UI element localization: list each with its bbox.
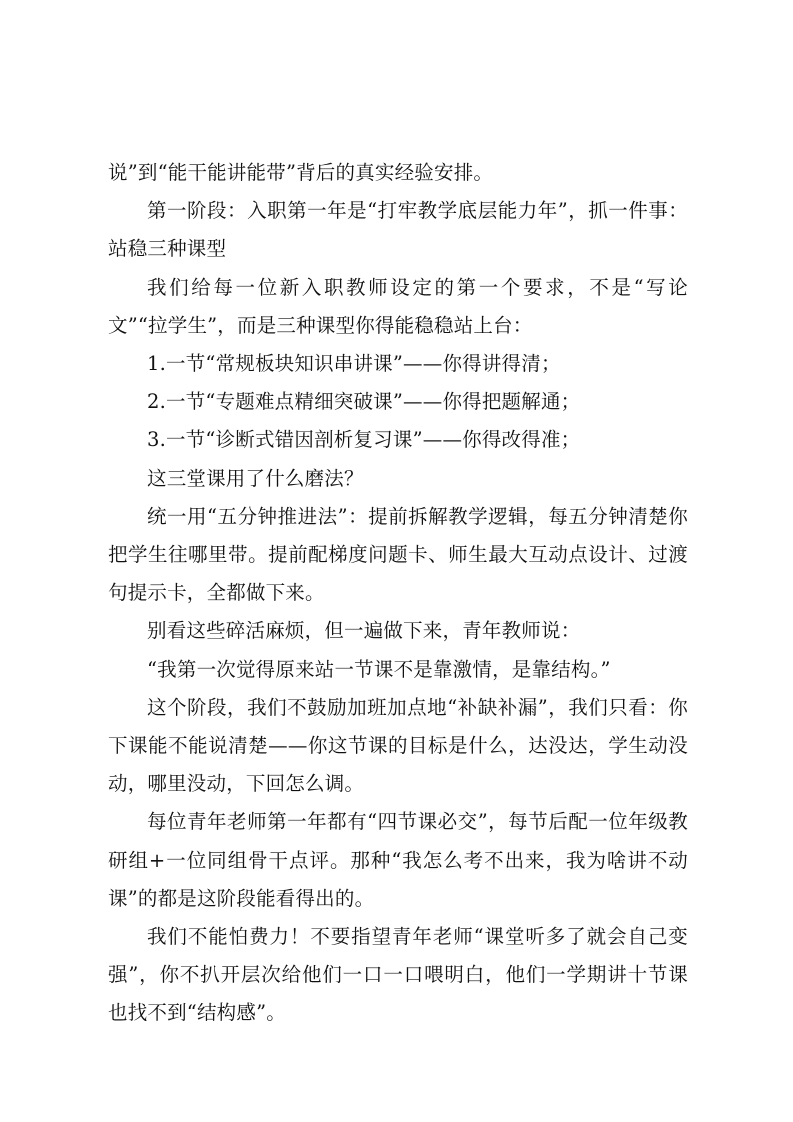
paragraph-five-minute-method: 统一用“五分钟推进法”：提前拆解教学逻辑，每五分钟清楚你把学生往哪里带。提前配梯度问题卡、师生最大互动点设计、过渡句提示卡，全都做下来。 — [108, 504, 688, 605]
paragraph-this-stage: 这个阶段，我们不鼓励加班加点地“补缺补漏”，我们只看：你下课能不能说清楚——你这节课的目标是什么，达没达，学生动没动，哪里没动，下回怎么调。 — [108, 695, 688, 796]
list-item-lesson-3: 3.一节“诊断式错因剖析复习课”——你得改得准； — [147, 428, 581, 452]
paragraph-stage-one-heading: 第一阶段：入职第一年是“打牢教学底层能力年”，抓一件事：站稳三种课型 — [108, 199, 688, 261]
paragraph-question: 这三堂课用了什么磨法？ — [147, 466, 364, 490]
document-body — [108, 154, 688, 1033]
paragraph-first-requirement: 我们给每一位新入职教师设定的第一个要求，不是“写论文”“拉学生”，而是三种课型你得能稳稳站上台： — [108, 275, 688, 337]
paragraph-teacher-said: 别看这些碎活麻烦，但一遍做下来，青年教师说： — [147, 619, 581, 643]
paragraph-effort: 我们不能怕费力！不要指望青年老师“课堂听多了就会自己变强”，你不扒开层次给他们一口一口喂明白，他们一学期讲十节课也找不到“结构感”。 — [108, 925, 688, 1025]
paragraph-four-lessons: 每位青年老师第一年都有“四节课必交”，每节后配一位年级教研组+一位同组骨干点评。那种“我怎么考不出来，我为啥讲不动课”的都是这阶段能看得出的。 — [108, 810, 688, 910]
paragraph-quote: “我第一次觉得原来站一节课不是靠激情，是靠结构。” — [147, 657, 611, 681]
list-item-lesson-2: 2.一节“专题难点精细突破课”——你得把题解通； — [147, 390, 581, 414]
paragraph-continuation: 说”到“能干能讲能带”背后的真实经验安排。 — [108, 161, 494, 184]
list-item-lesson-1: 1.一节“常规板块知识串讲课”——你得讲得清； — [147, 352, 561, 376]
